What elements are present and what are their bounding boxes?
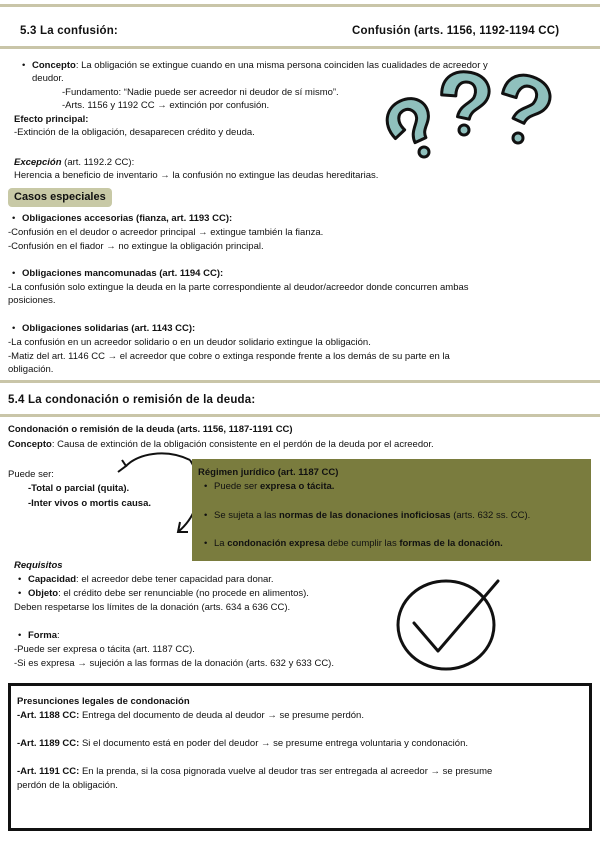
limites-line: Deben respetarse los límites de la donación (arts. 634 a 636 CC). xyxy=(14,602,291,613)
presuncion-1188: -Art. 1188 CC: Entrega del documento de deuda al deudor → se presume perdón. xyxy=(17,710,364,721)
forma-line-2: -Si es expresa → sujeción a las formas de la donación (arts. 632 y 633 CC). xyxy=(14,658,334,669)
regimen-juridico-box xyxy=(192,459,591,561)
concepto-line-1: • Concepto: La obligación se extingue cuando en una misma persona coinciden las cualidades de acreedor y xyxy=(22,60,488,73)
presuncion-1191-line-1: -Art. 1191 CC: En la prenda, si la cosa pignorada vuelve al deudor tras ser entregada al acreedor → se presume xyxy=(17,766,493,777)
forma-title: • Forma: xyxy=(18,630,60,643)
requisito-objeto: • Objeto: el crédito debe ser renunciable (no procede en alimentos). xyxy=(18,588,309,601)
concepto-line-2: deudor. xyxy=(32,73,64,84)
efecto-label: Efecto principal: xyxy=(14,114,89,125)
requisito-capacidad: • Capacidad: el acreedor debe tener capacidad para donar. xyxy=(18,574,274,587)
accesorias-line-1: -Confusión en el deudor o acreedor principal → extingue también la fianza. xyxy=(8,227,324,238)
mancomunadas-title: • Obligaciones mancomunadas (art. 1194 CC): xyxy=(12,268,223,281)
question-marks-icon xyxy=(384,70,554,158)
casos-especiales-label: Casos especiales xyxy=(8,188,112,207)
efecto-text: -Extinción de la obligación, desaparecen crédito y deuda. xyxy=(14,127,255,138)
presuncion-1189: -Art. 1189 CC: Si el documento está en poder del deudor → se presume entrega voluntaria y condonación. xyxy=(17,738,469,749)
curved-arrow-icon xyxy=(110,448,200,538)
solidarias-line-2: -Matiz del art. 1146 CC → el acreedor que cobre o extinga responde frente a los demás de su parte en la xyxy=(8,351,450,362)
presunciones-title: Presunciones legales de condonación xyxy=(17,696,190,707)
forma-line-1: -Puede ser expresa o tácita (art. 1187 CC). xyxy=(14,644,195,655)
arts-line: -Arts. 1156 y 1192 CC → extinción por confusión. xyxy=(62,100,270,111)
section-rule xyxy=(0,380,600,383)
regimen-item-1: • Puede ser expresa o tácita. xyxy=(204,481,334,494)
fundamento-line: -Fundamento: “Nadie puede ser acreedor ni deudor de sí mismo”. xyxy=(62,87,339,98)
excepcion-line: Excepción (art. 1192.2 CC): xyxy=(14,157,135,168)
regimen-item-2: • Se sujeta a las normas de las donaciones inoficiosas (arts. 632 ss. CC). xyxy=(204,510,530,523)
puede-ser-total: -Total o parcial (quita). xyxy=(28,483,130,494)
condonacion-subtitle: Condonación o remisión de la deuda (arts. 1156, 1187-1191 CC) xyxy=(8,424,293,435)
presunciones-box xyxy=(8,683,592,831)
requisitos-label: Requisitos xyxy=(14,560,63,571)
regimen-title: Régimen jurídico (art. 1187 CC) xyxy=(198,467,339,478)
top-rule xyxy=(0,4,600,7)
mancomunadas-line-1: -La confusión solo extingue la deuda en la parte correspondiente al deudor/acreedor donde concurren ambas xyxy=(8,282,469,293)
confusion-right-title: Confusión (arts. 1156, 1192-1194 CC) xyxy=(352,25,560,37)
condonacion-concepto: Concepto: Causa de extinción de la obligación consistente en el perdón de la deuda por el acreedor. xyxy=(8,439,434,450)
solidarias-line-3: obligación. xyxy=(8,364,54,375)
solidarias-title: • Obligaciones solidarias (art. 1143 CC): xyxy=(12,323,195,336)
puede-ser-inter: -Inter vivos o mortis causa. xyxy=(28,498,152,509)
solidarias-line-1: -La confusión en un acreedor solidario o en un deudor solidario extingue la obligación. xyxy=(8,337,371,348)
section-5-4-title: 5.4 La condonación o remisión de la deuda: xyxy=(8,394,256,406)
regimen-item-3: • La condonación expresa debe cumplir las formas de la donación. xyxy=(204,538,503,551)
header-rule xyxy=(0,46,600,49)
section-5-3-title: 5.3 La confusión: xyxy=(20,25,118,37)
excepcion-text: Herencia a beneficio de inventario → la confusión no extingue las deudas hereditarias. xyxy=(14,170,379,181)
puede-ser-label: Puede ser: xyxy=(8,469,54,480)
section-5-4-rule xyxy=(0,414,600,417)
presuncion-1191-line-2: perdón de la obligación. xyxy=(17,780,118,791)
accesorias-line-2: -Confusión en el fiador → no extingue la obligación principal. xyxy=(8,241,264,252)
checkmark-circle-icon xyxy=(394,575,504,673)
mancomunadas-line-2: posiciones. xyxy=(8,295,56,306)
accesorias-title: • Obligaciones accesorias (fianza, art. 1193 CC): xyxy=(12,213,232,226)
